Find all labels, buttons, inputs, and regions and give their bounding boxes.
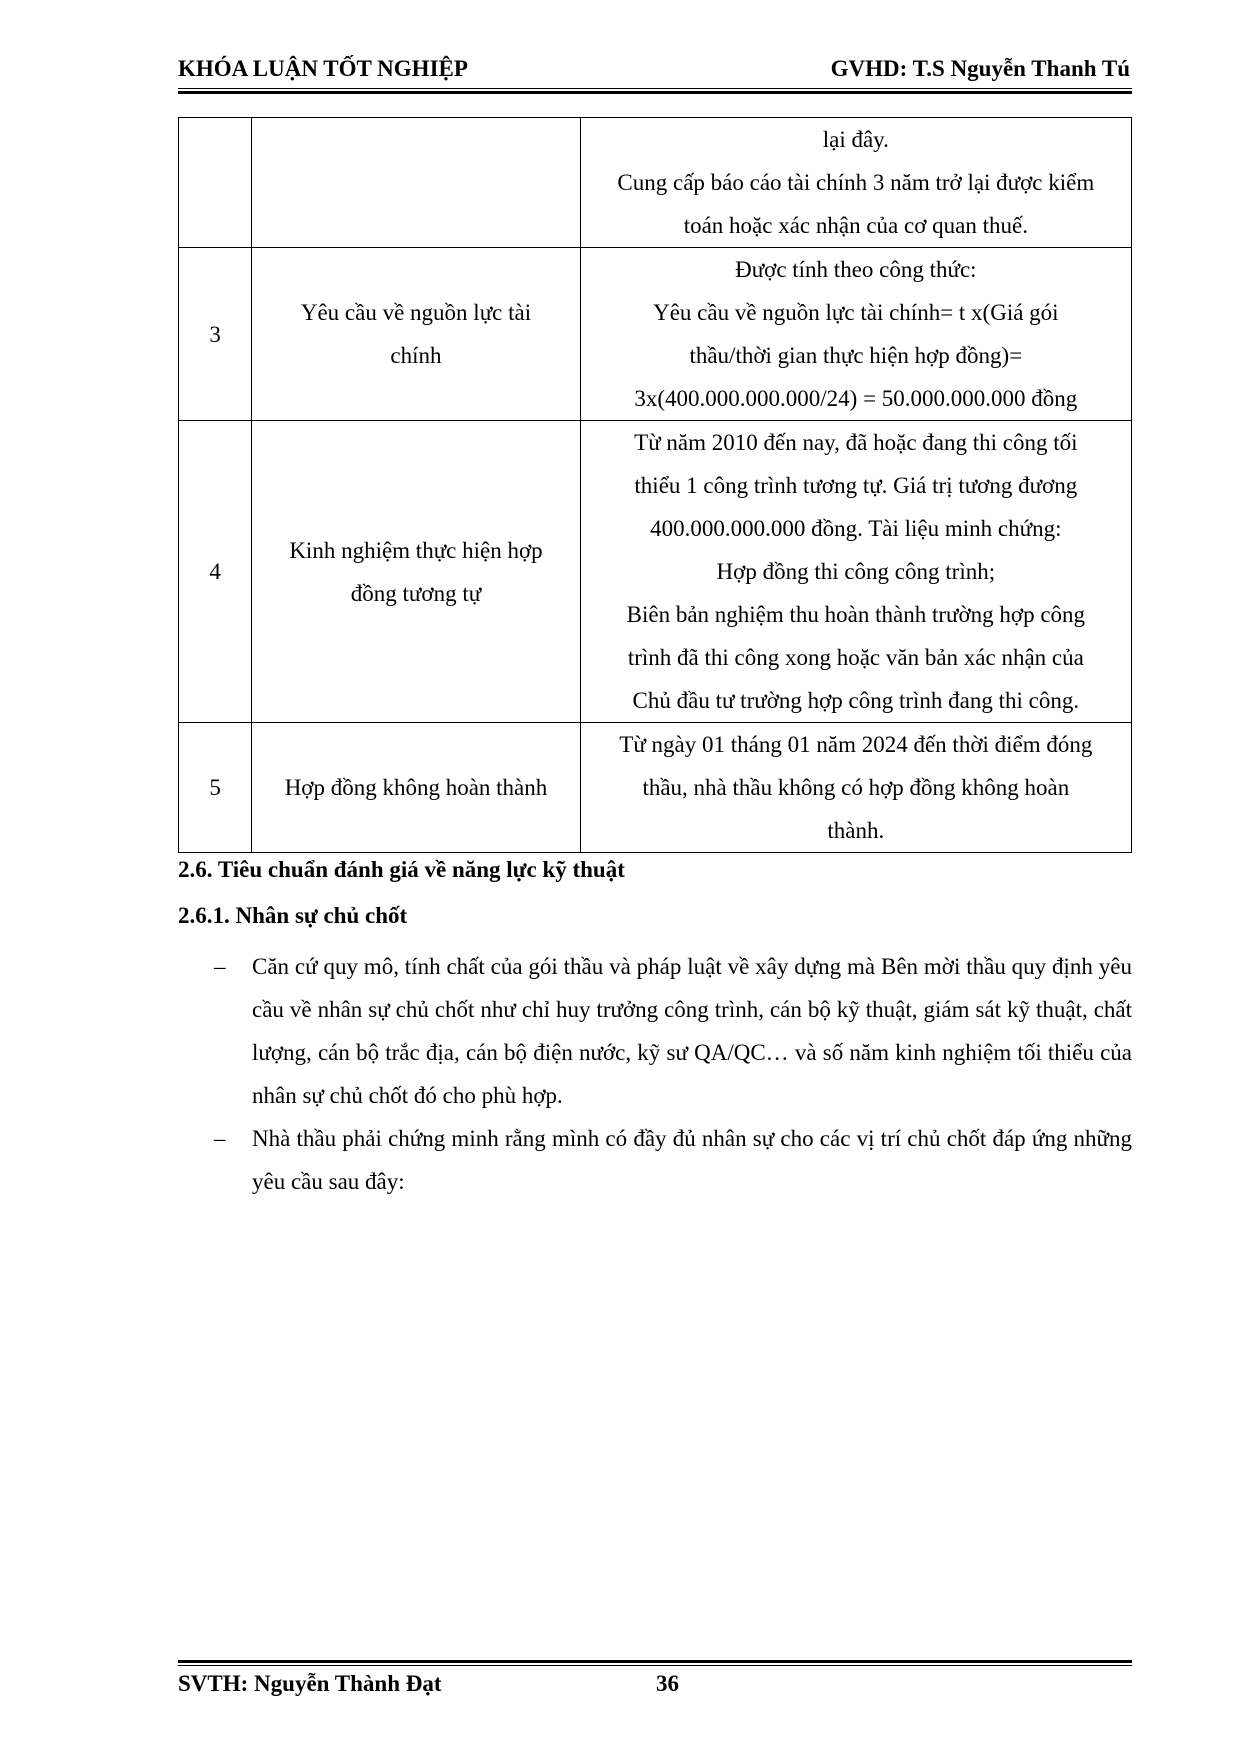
criterion-line: Yêu cầu về nguồn lực tài [300,300,532,325]
requirement-line: Được tính theo công thức: [735,257,977,282]
requirement-line: Từ năm 2010 đến nay, đã hoặc đang thi công tối [634,430,1078,455]
requirement-line: 400.000.000.000 đồng. Tài liệu minh chứng: [650,516,1062,541]
requirement-line: Từ ngày 01 tháng 01 năm 2024 đến thời điểm đóng [619,732,1093,757]
table-row [179,118,1132,248]
criterion-cell [252,421,580,723]
requirement-line: Chủ đầu tư trường hợp công trình đang thi công. [632,688,1080,713]
requirement-cell [580,118,1131,248]
row-number-cell: 3 [179,248,252,421]
page-header [178,50,1130,90]
requirement-line: thầu, nhà thầu không có hợp đồng không hoàn [642,775,1070,800]
row-number-cell [179,118,252,248]
page-footer [178,1667,1132,1703]
requirement-line: Yêu cầu về nguồn lực tài chính= t x(Giá gói [653,300,1059,325]
criterion-cell [252,248,580,421]
criterion-cell [252,118,580,248]
table-row [179,248,1132,421]
dash-bullet: – [214,954,226,979]
footer-rule-thick [178,1660,1132,1663]
header-thesis-title: KHÓA LUẬN TỐT NGHIỆP [178,56,468,81]
criterion-line: Hợp đồng không hoàn thành [284,775,548,800]
dash-bullet: – [214,1126,226,1151]
bullet-text: Nhà thầu phải chứng minh rằng mình có đầy đủ nhân sự cho các vị trí chủ chốt đáp ứng những yêu cầu sau đây: [252,1126,1132,1194]
requirement-line: Biên bản nghiệm thu hoàn thành trường hợp công [626,602,1086,627]
criterion-line: Kinh nghiệm thực hiện hợp [289,537,543,563]
requirement-line: lại đây. [822,127,889,152]
bullet-item [178,945,1132,1117]
requirement-line: thành. [827,818,885,843]
requirement-line: toán hoặc xác nhận của cơ quan thuế. [683,213,1028,238]
page-number: 36 [656,1671,679,1696]
row-number-cell: 5 [179,723,252,853]
footer-rule-thin [178,1665,1132,1666]
requirement-line: thầu/thời gian thực hiện hợp đồng)= [689,343,1023,368]
criterion-line: chính [390,343,442,368]
bullet-item [178,1117,1132,1203]
requirement-line: Cung cấp báo cáo tài chính 3 năm trở lại được kiểm [617,170,1095,195]
subsection-heading: 2.6.1. Nhân sự chủ chốt [178,903,408,928]
criterion-cell [252,723,580,853]
requirement-cell [580,723,1131,853]
requirements-table [178,117,1132,853]
header-rule-thick [178,91,1132,94]
footer-student-name: SVTH: Nguyễn Thành Đạt [178,1671,442,1696]
table-row [179,421,1132,723]
requirement-cell [580,248,1131,421]
section-heading: 2.6. Tiêu chuẩn đánh giá về năng lực kỹ thuật [178,857,625,882]
requirement-line: 3x(400.000.000.000/24) = 50.000.000.000 đồng [634,386,1078,411]
bullet-text: Căn cứ quy mô, tính chất của gói thầu và pháp luật về xây dựng mà Bên mời thầu quy định yêu cầu về nhân sự chủ chốt như chỉ huy trưởng công trình, cán bộ kỹ thuật, giám sát kỹ thuật, chất lượng, cán bộ trắc địa, cán bộ điện nước, kỹ sư QA/QC… và số năm kinh nghiệm tối thiểu của nhân sự chủ chốt đó cho phù hợp. [252,954,1132,1108]
row-number-cell: 4 [179,421,252,723]
requirement-line: thiểu 1 công trình tương tự. Giá trị tương đương [634,473,1078,498]
requirement-cell [580,421,1131,723]
requirement-line: trình đã thi công xong hoặc văn bản xác nhận của [627,645,1084,670]
table-row [179,723,1132,853]
requirement-line: Hợp đồng thi công công trình; [716,559,996,584]
header-advisor: GVHD: T.S Nguyễn Thanh Tú [830,56,1130,81]
header-rule-thin [178,88,1132,89]
criterion-line: đồng tương tự [350,580,482,606]
